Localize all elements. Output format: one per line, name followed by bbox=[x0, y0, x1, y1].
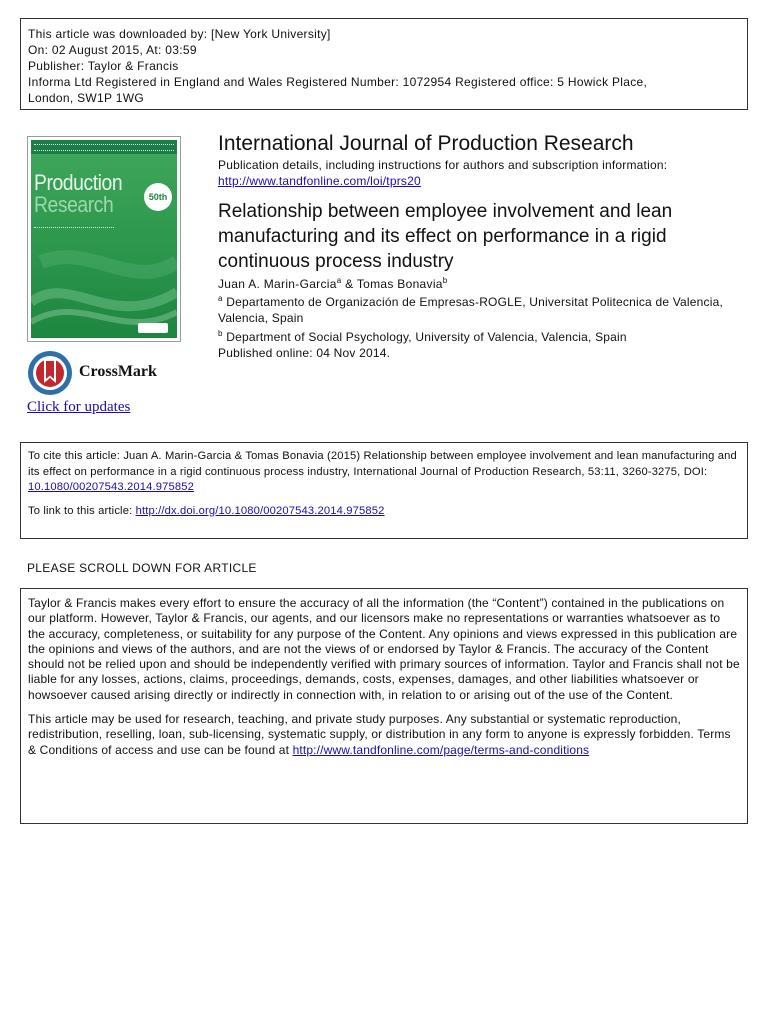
terms-conditions-link[interactable]: http://www.tandfonline.com/page/terms-and-conditions bbox=[292, 742, 590, 757]
disclaimer-paragraph: Taylor & Francis makes every effort to ensure the accuracy of all the information (the “Content”) contained in the publications on our platform. However, Taylor & Francis, our agents, and our licensors make no representations or warranties whatsoever as to the accuracy, completeness, or suitability for any purpose of the Content. Any opinions and views expressed in this publication are the opinions and views of the authors, and are not the views of or endorsed by Taylor & Francis. The accuracy of the Content should not be relied upon and should be independently verified with primary sources of information. Taylor and Francis shall not be liable for any losses, actions, claims, proceedings, demands, costs, expenses, damages, and other liabilities whatsoever or howsoever caused arising directly or indirectly in connection with, in relation to or arising out of the use of the Content. bbox=[28, 596, 740, 702]
article-title: Relationship between employee involvement and lean manufacturing and its effect on performance in a rigid continuous process industry bbox=[218, 201, 673, 272]
cover-title-line2: Research bbox=[34, 192, 114, 217]
affiliation-text: Department of Social Psychology, University of Valencia, Valencia, Spain bbox=[226, 330, 627, 344]
affiliation-marker: a bbox=[218, 294, 223, 303]
doi-link[interactable]: 10.1080/00207543.2014.975852 bbox=[28, 481, 194, 493]
crossmark-label: CrossMark bbox=[79, 363, 157, 380]
cover-editor-line bbox=[34, 227, 114, 231]
disclaimer-box bbox=[20, 588, 748, 824]
author-name: Juan A. Marin-Garcia bbox=[218, 277, 337, 291]
article-link-label: To link to this article: bbox=[28, 504, 136, 517]
authors-line bbox=[218, 277, 448, 291]
download-notice-box bbox=[20, 18, 748, 110]
cover-top-text bbox=[34, 144, 174, 151]
cover-anniversary-badge: 50th bbox=[144, 183, 172, 211]
article-url-link[interactable]: http://dx.doi.org/10.1080/00207543.2014.975852 bbox=[135, 504, 385, 517]
affiliation-marker: b bbox=[442, 276, 448, 285]
citation-box bbox=[20, 442, 748, 539]
crossmark-icon bbox=[27, 350, 73, 396]
download-notice-line: On: 02 August 2015, At: 03:59 bbox=[28, 43, 197, 57]
cover-title-line1: Production bbox=[34, 170, 123, 195]
affiliation-marker: b bbox=[218, 329, 223, 338]
scroll-down-notice: PLEASE SCROLL DOWN FOR ARTICLE bbox=[27, 561, 257, 575]
terms-text: This article may be used for research, teaching, and private study purposes. Any substantial or systematic reproduction, redistribution, reselling, loan, sub-licensing, systematic supply, or distribution in any form to anyone is expressly forbidden. Terms & Conditions of access and use can be found at bbox=[28, 712, 731, 757]
journal-title: International Journal of Production Research bbox=[218, 132, 634, 155]
download-notice-line: Informa Ltd Registered in England and Wales Registered Number: 1072954 Registered office: 5 Howick Place, bbox=[28, 75, 648, 89]
publication-details: Publication details, including instructions for authors and subscription information: bbox=[218, 158, 668, 172]
journal-url-link[interactable]: http://www.tandfonline.com/loi/tprs20 bbox=[218, 174, 421, 188]
author-name: Tomas Bonavia bbox=[356, 277, 443, 291]
affiliation-a bbox=[218, 294, 738, 326]
terms-paragraph bbox=[28, 712, 740, 758]
article-link-paragraph bbox=[28, 504, 740, 520]
affiliation-b bbox=[218, 330, 627, 344]
affiliation-marker: a bbox=[336, 276, 342, 285]
citation-text: To cite this article: Juan A. Marin-Garcia & Tomas Bonavia (2015) Relationship between employee involvement and lean manufacturing and its effect on performance in a rigid continuous process industry, International Journal of Production Research, 53:11, 3260-3275, DOI: bbox=[28, 450, 737, 478]
click-for-updates-link[interactable]: Click for updates bbox=[27, 399, 131, 415]
published-online-date: Published online: 04 Nov 2014. bbox=[218, 346, 391, 360]
download-notice-line: London, SW1P 1WG bbox=[28, 91, 144, 105]
author-separator: & bbox=[341, 277, 357, 291]
cover-publisher-logo bbox=[138, 323, 168, 333]
journal-cover-image bbox=[27, 136, 181, 342]
crossmark-logo[interactable] bbox=[27, 350, 167, 396]
download-notice-line: Publisher: Taylor & Francis bbox=[28, 59, 179, 73]
affiliation-text: Departamento de Organización de Empresas-ROGLE, Universitat Politecnica de Valencia, Valencia, Spain bbox=[218, 295, 724, 325]
download-notice-line: This article was downloaded by: [New York University] bbox=[28, 27, 331, 41]
citation-paragraph bbox=[28, 449, 740, 496]
